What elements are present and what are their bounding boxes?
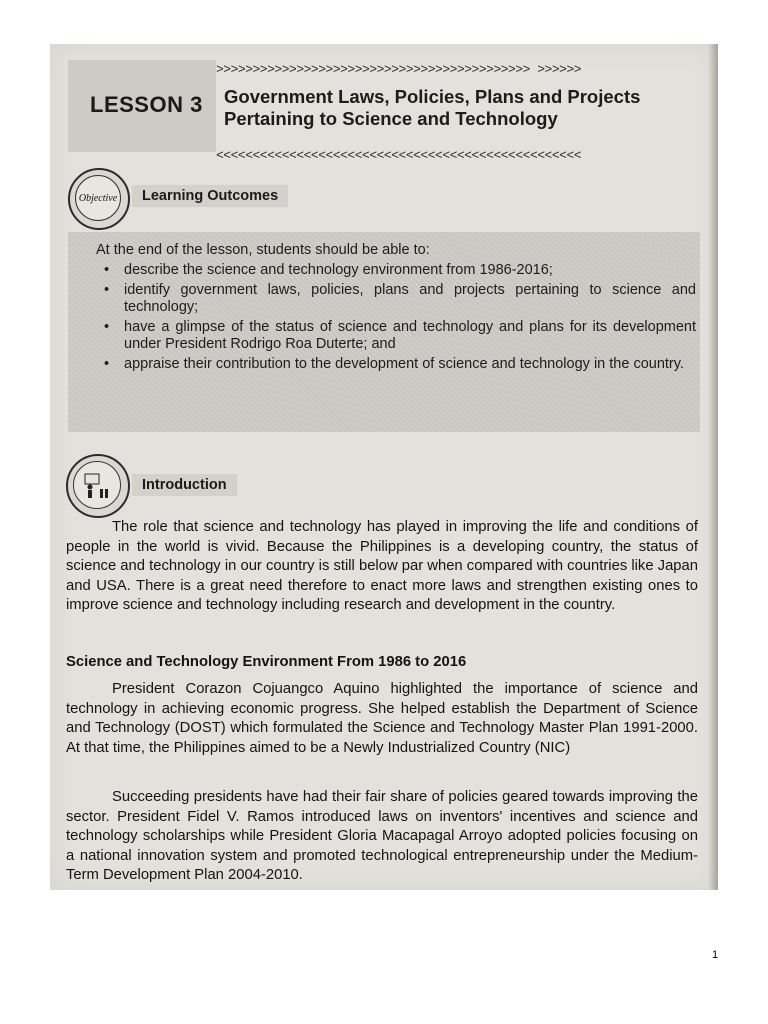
introduction-icon [66,454,130,518]
environment-paragraph-2 [66,788,698,886]
environment-text-1: President Corazon Cojuangco Aquino highlighted the importance of science and technology in achieving economic progress. She helped establish the Department of Science and Technology (DOST) which formulated the Science and Technology Master Plan 1991-2000. At that time, the Philippines aimed to be a Newly Industrialized Country (NIC) [66,681,698,756]
environment-text-2: Succeeding presidents have had their fair share of policies geared towards improving the sector. President Fidel V. Ramos introduced laws on inventors' incentives and science and technology scholarships while President Gloria Macapagal Arroyo adopted policies focusing on a national innovation system and promoted technological entrepreneurship under the Medium-Term Development Plan 2004-2010. [66,789,698,883]
objective-icon [68,168,130,230]
learning-outcomes-heading: Learning Outcomes [132,185,288,207]
list-item: • appraise their contribution to the development of science and technology in the country. [86,356,696,373]
objective-badge-text: Objective [78,192,118,204]
learning-outcomes-box [68,232,700,432]
page-number: 1 [712,949,719,961]
list-item: • have a glimpse of the status of science and technology and plans for its development under President Rodrigo Roa Duterte; and [86,319,696,353]
lesson-title-line2: Pertaining to Science and Technology [224,108,558,129]
lesson-label: LESSON 3 [90,92,203,117]
introduction-text: The role that science and technology has played in improving the life and conditions of people in the world is vivid. Because the Philippines is a developing country, the status of science and technology in our country is still below par when compared with countries like Japan and USA. There is a great need therefore to enact more laws and strengthen existing ones to improve science and technology including research and development in the country. [66,519,698,613]
environment-paragraph-1 [66,680,698,758]
objective-icon-inner [75,175,121,221]
list-item: • describe the science and technology environment from 1986-2016; [86,262,696,279]
introduction-icon-inner [73,461,121,509]
top-arrow-decoration: >>>>>>>>>>>>>>>>>>>>>>>>>>>>>>>>>>>>>>>>>>> >>>>>> [216,62,582,77]
outcomes-list [86,262,696,376]
lesson-title [224,86,704,130]
outcomes-intro: At the end of the lesson, students should be able to: [96,242,430,258]
scanned-page [50,44,718,890]
bottom-arrow-decoration: <<<<<<<<<<<<<<<<<<<<<<<<<<<<<<<<<<<<<<<<<<<<<<<<<< [216,148,582,163]
lesson-title-line1: Government Laws, Policies, Plans and Projects [224,86,641,107]
environment-heading: Science and Technology Environment From 1986 to 2016 [66,654,467,670]
introduction-paragraph [66,518,698,616]
list-item: • identify government laws, policies, plans and projects pertaining to science and technology; [86,282,696,316]
teacher-icon [82,470,112,500]
introduction-heading: Introduction [132,474,237,496]
